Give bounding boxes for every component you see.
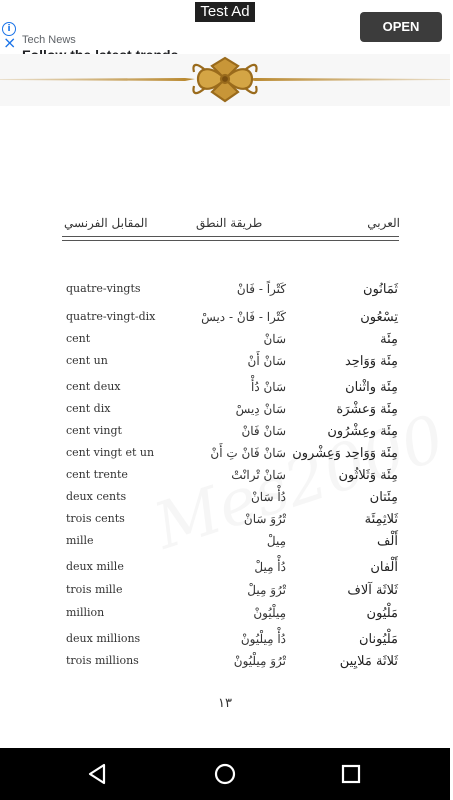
arabic-cell: مِئَة وعِشْرُون: [327, 424, 398, 439]
pronunciation-cell: كَتْراً - فَانْ: [236, 282, 286, 296]
pronunciation-cell: مِيلْيُونْ: [253, 606, 286, 620]
table-row: [0, 534, 450, 554]
arabic-cell: تِسْعُون: [360, 310, 398, 325]
table-row: [0, 380, 450, 400]
french-cell: deux cents: [66, 490, 127, 503]
french-cell: million: [66, 606, 105, 619]
pronunciation-cell: سَانْ أَنْ: [247, 354, 286, 368]
arabic-cell: ثَلاثَة آلاف: [347, 583, 398, 598]
french-cell: cent vingt et un: [66, 446, 155, 459]
french-cell: trois cents: [66, 512, 125, 525]
pronunciation-cell: سَانْ دُأْ: [250, 380, 286, 394]
header-arabic: العربي: [367, 216, 400, 230]
header-rule: [62, 236, 399, 237]
table-row: [0, 654, 450, 674]
recents-icon[interactable]: [337, 760, 365, 788]
arabic-cell: ثَمَانُون: [363, 282, 398, 297]
table-row: [0, 560, 450, 580]
table-row: [0, 310, 450, 330]
arabic-cell: مَلْيُون: [366, 606, 398, 621]
ad-banner[interactable]: [0, 0, 450, 54]
french-cell: trois millions: [66, 654, 139, 667]
page-number: ١٣: [218, 696, 232, 711]
table-row: [0, 606, 450, 626]
table-row: [0, 632, 450, 652]
french-cell: cent trente: [66, 468, 128, 481]
arabic-cell: مِئَة واثْنان: [345, 380, 398, 395]
arabic-cell: ثَلاثَة مَلايِين: [339, 654, 398, 669]
french-cell: cent deux: [66, 380, 121, 393]
french-cell: cent: [66, 332, 91, 345]
pronunciation-cell: سَانْ دِيسْ: [235, 402, 286, 416]
french-cell: deux mille: [66, 560, 124, 573]
french-cell: quatre-vingt-dix: [66, 310, 156, 323]
book-page: [0, 106, 450, 748]
table-row: [0, 402, 450, 422]
pronunciation-cell: سَانْ: [263, 332, 286, 346]
arabic-cell: مِئَة وَوَاحِد: [344, 354, 398, 369]
ad-open-button[interactable]: OPEN: [360, 12, 442, 42]
french-cell: cent vingt: [66, 424, 122, 437]
pronunciation-cell: تْرُوَ مِيلْيُونْ: [233, 654, 286, 668]
back-icon[interactable]: [84, 760, 112, 788]
french-cell: cent dix: [66, 402, 111, 415]
arabic-cell: مِئَتان: [369, 490, 398, 505]
header-rule: [62, 240, 399, 241]
ad-close-icon[interactable]: ×: [3, 33, 17, 52]
french-cell: mille: [66, 534, 94, 547]
home-icon[interactable]: [211, 760, 239, 788]
pronunciation-cell: كَتْرا - فَانْ - ديسْ: [201, 310, 286, 324]
table-row: [0, 446, 450, 466]
arabic-cell: أَلْفان: [370, 560, 398, 575]
header-french: المقابل الفرنسي: [64, 216, 148, 230]
pronunciation-cell: دُأْ سَانْ: [250, 490, 286, 504]
arabic-cell: أَلْف: [376, 534, 398, 549]
ornament-header: [0, 54, 450, 106]
french-cell: cent un: [66, 354, 108, 367]
navigation-bar: [0, 748, 450, 800]
table-row: [0, 354, 450, 374]
arabic-cell: مِئَة: [380, 332, 398, 347]
ornament-divider-icon: [0, 54, 450, 106]
pronunciation-cell: سَانْ فَانْ تِ أَنْ: [210, 446, 286, 460]
test-ad-label: Test Ad: [195, 2, 255, 22]
pronunciation-cell: دُأْ مِيلْ: [254, 560, 286, 574]
ad-source: Tech News: [22, 34, 76, 46]
french-cell: deux millions: [66, 632, 141, 645]
pronunciation-cell: تْرُوَ مِيلْ: [247, 583, 286, 597]
pronunciation-cell: سَانْ فَانْ: [241, 424, 286, 438]
header-pronunciation: طريقة النطق: [196, 216, 263, 230]
arabic-cell: مِئَة وَعشْرَة: [336, 402, 398, 417]
french-cell: quatre-vingts: [66, 282, 141, 295]
pronunciation-cell: دُأْ مِيلْيُونْ: [240, 632, 286, 646]
table-row: [0, 332, 450, 352]
pronunciation-cell: تْرُوَ سَانْ: [243, 512, 286, 526]
arabic-cell: ثَلاثِمِئَة: [364, 512, 398, 527]
table-row: [0, 490, 450, 510]
arabic-cell: مَلْيُونان: [358, 632, 398, 647]
ad-info-icon[interactable]: i: [2, 22, 16, 36]
pronunciation-cell: مِيلْ: [266, 534, 286, 548]
table-row: [0, 583, 450, 603]
french-cell: trois mille: [66, 583, 123, 596]
arabic-cell: مِئَة وَوَاحِد وَعِشْرون: [292, 446, 398, 461]
table-row: [0, 424, 450, 444]
arabic-cell: مِئَة وَثَلاثُون: [338, 468, 398, 483]
table-row: [0, 512, 450, 532]
table-row: [0, 468, 450, 488]
table-row: [0, 282, 450, 302]
pronunciation-cell: سَانْ تْرانْتْ: [231, 468, 286, 482]
